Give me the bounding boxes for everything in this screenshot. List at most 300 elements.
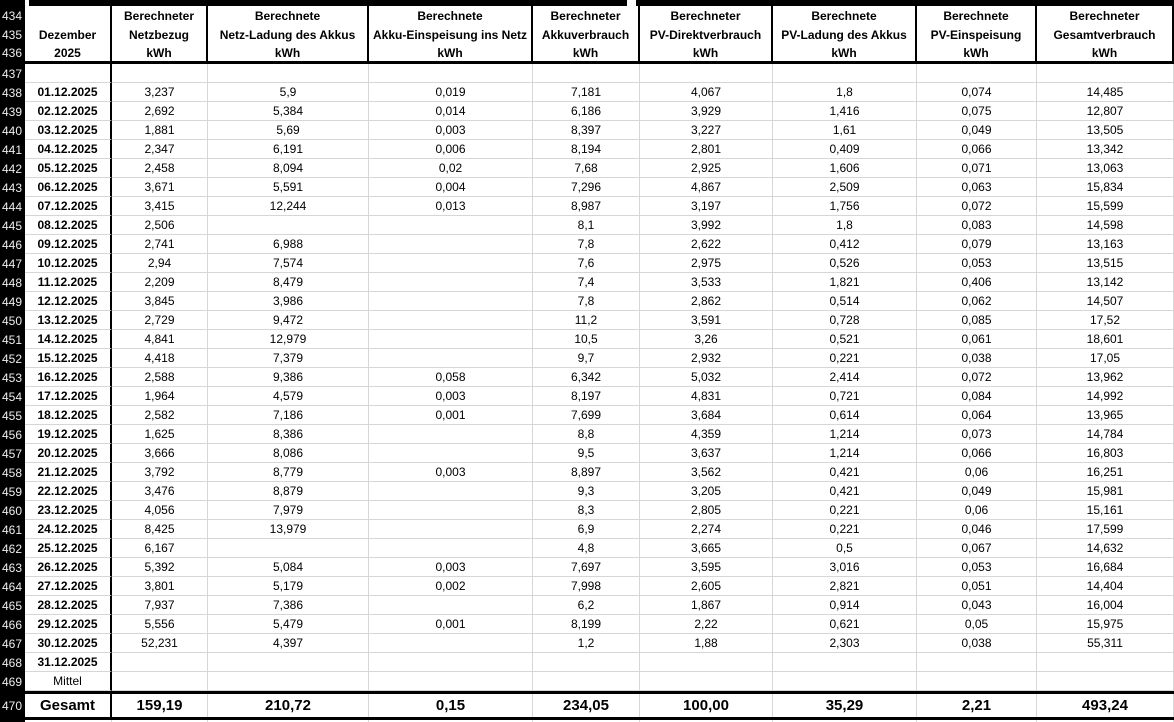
row-header-466[interactable]: 466	[0, 615, 25, 634]
cell-446-gesamtverbrauch[interactable]: 13,163	[1037, 235, 1174, 254]
cell-443-pv-ladung-akku[interactable]: 2,509	[773, 178, 917, 197]
cell-466-pv-direkt[interactable]: 2,22	[640, 615, 773, 634]
cell-450-pv-ladung-akku[interactable]: 0,728	[773, 311, 917, 330]
total-gesamtverbrauch[interactable]: 493,24	[1037, 694, 1174, 717]
cell-461-date[interactable]: 24.12.2025	[25, 520, 112, 539]
header-cell-akkuverbrauch-l1[interactable]: Berechneter	[533, 6, 640, 25]
cell-437-pv-direkt[interactable]	[640, 64, 773, 83]
cell-455-date[interactable]: 18.12.2025	[25, 406, 112, 425]
cell-468-pv-direkt[interactable]	[640, 653, 773, 672]
cell-448-pv-einspeisung[interactable]: 0,406	[917, 273, 1037, 292]
cell-445-pv-ladung-akku[interactable]: 1,8	[773, 216, 917, 235]
cell-452-pv-direkt[interactable]: 2,932	[640, 349, 773, 368]
cell-468-date[interactable]: 31.12.2025	[25, 653, 112, 672]
cell-466-pv-einspeisung[interactable]: 0,05	[917, 615, 1037, 634]
cell-467-netzladung-akku[interactable]: 4,397	[208, 634, 369, 653]
cell-465-akku-einspeisung[interactable]	[369, 596, 533, 615]
row-header-454[interactable]: 454	[0, 387, 25, 406]
cell-454-netzladung-akku[interactable]: 4,579	[208, 387, 369, 406]
header-cell-pv-einspeisung-l2[interactable]: PV-Einspeisung	[917, 25, 1037, 44]
cell-457-pv-direkt[interactable]: 3,637	[640, 444, 773, 463]
cell-441-akkuverbrauch[interactable]: 8,194	[533, 140, 640, 159]
cell-442-netzladung-akku[interactable]: 8,094	[208, 159, 369, 178]
cell-441-pv-ladung-akku[interactable]: 0,409	[773, 140, 917, 159]
cell-440-netzbezug[interactable]: 1,881	[112, 121, 208, 140]
cell-442-pv-ladung-akku[interactable]: 1,606	[773, 159, 917, 178]
cell-445-pv-einspeisung[interactable]: 0,083	[917, 216, 1037, 235]
cell-446-netzbezug[interactable]: 2,741	[112, 235, 208, 254]
cell-450-akku-einspeisung[interactable]	[369, 311, 533, 330]
cell-457-netzbezug[interactable]: 3,666	[112, 444, 208, 463]
cell-446-netzladung-akku[interactable]: 6,988	[208, 235, 369, 254]
cell-444-netzbezug[interactable]: 3,415	[112, 197, 208, 216]
cell-465-netzbezug[interactable]: 7,937	[112, 596, 208, 615]
cell-439-netzladung-akku[interactable]: 5,384	[208, 102, 369, 121]
cell-464-netzbezug[interactable]: 3,801	[112, 577, 208, 596]
cell-442-netzbezug[interactable]: 2,458	[112, 159, 208, 178]
cell-447-pv-einspeisung[interactable]: 0,053	[917, 254, 1037, 273]
cell-444-pv-einspeisung[interactable]: 0,072	[917, 197, 1037, 216]
cell-456-gesamtverbrauch[interactable]: 14,784	[1037, 425, 1174, 444]
cell-458-netzladung-akku[interactable]: 8,779	[208, 463, 369, 482]
row-header-444[interactable]: 444	[0, 197, 25, 216]
cell-469-netzbezug[interactable]	[112, 672, 208, 691]
cell-464-gesamtverbrauch[interactable]: 14,404	[1037, 577, 1174, 596]
total-label[interactable]: Gesamt	[25, 694, 112, 717]
row-header-450[interactable]: 450	[0, 311, 25, 330]
row-header-452[interactable]: 452	[0, 349, 25, 368]
header-cell-date-l1[interactable]	[25, 6, 112, 25]
row-header-469[interactable]: 469	[0, 672, 25, 691]
cell-459-akkuverbrauch[interactable]: 9,3	[533, 482, 640, 501]
cell-461-akku-einspeisung[interactable]	[369, 520, 533, 539]
cell-452-gesamtverbrauch[interactable]: 17,05	[1037, 349, 1174, 368]
row-header-470[interactable]: 470	[0, 694, 25, 717]
total-netzbezug[interactable]: 159,19	[112, 694, 208, 717]
cell-465-netzladung-akku[interactable]: 7,386	[208, 596, 369, 615]
cell-439-netzbezug[interactable]: 2,692	[112, 102, 208, 121]
cell-438-date[interactable]: 01.12.2025	[25, 83, 112, 102]
cell-457-pv-einspeisung[interactable]: 0,066	[917, 444, 1037, 463]
cell-453-pv-direkt[interactable]: 5,032	[640, 368, 773, 387]
cell-460-date[interactable]: 23.12.2025	[25, 501, 112, 520]
cell-467-pv-direkt[interactable]: 1,88	[640, 634, 773, 653]
cell-441-pv-einspeisung[interactable]: 0,066	[917, 140, 1037, 159]
cell-456-netzbezug[interactable]: 1,625	[112, 425, 208, 444]
cell-445-gesamtverbrauch[interactable]: 14,598	[1037, 216, 1174, 235]
cell-465-gesamtverbrauch[interactable]: 16,004	[1037, 596, 1174, 615]
total-akkuverbrauch[interactable]: 234,05	[533, 694, 640, 717]
cell-467-gesamtverbrauch[interactable]: 55,311	[1037, 634, 1174, 653]
cell-453-gesamtverbrauch[interactable]: 13,962	[1037, 368, 1174, 387]
cell-455-akkuverbrauch[interactable]: 7,699	[533, 406, 640, 425]
cell-457-date[interactable]: 20.12.2025	[25, 444, 112, 463]
cell-446-pv-einspeisung[interactable]: 0,079	[917, 235, 1037, 254]
cell-465-pv-direkt[interactable]: 1,867	[640, 596, 773, 615]
row-header-460[interactable]: 460	[0, 501, 25, 520]
cell-459-pv-einspeisung[interactable]: 0,049	[917, 482, 1037, 501]
cell-466-gesamtverbrauch[interactable]: 15,975	[1037, 615, 1174, 634]
row-header-436[interactable]: 436	[0, 44, 25, 61]
cell-459-netzladung-akku[interactable]: 8,879	[208, 482, 369, 501]
header-cell-pv-ladung-akku-l3[interactable]: kWh	[773, 44, 917, 61]
cell-454-date[interactable]: 17.12.2025	[25, 387, 112, 406]
header-cell-netzladung-akku-l2[interactable]: Netz-Ladung des Akkus	[208, 25, 369, 44]
row-header-468[interactable]: 468	[0, 653, 25, 672]
header-cell-gesamtverbrauch-l3[interactable]: kWh	[1037, 44, 1174, 61]
cell-469-pv-direkt[interactable]	[640, 672, 773, 691]
cell-456-pv-einspeisung[interactable]: 0,073	[917, 425, 1037, 444]
cell-458-pv-ladung-akku[interactable]: 0,421	[773, 463, 917, 482]
row-header-442[interactable]: 442	[0, 159, 25, 178]
row-header-457[interactable]: 457	[0, 444, 25, 463]
row-header-449[interactable]: 449	[0, 292, 25, 311]
header-cell-pv-direkt-l3[interactable]: kWh	[640, 44, 773, 61]
cell-462-netzladung-akku[interactable]	[208, 539, 369, 558]
cell-451-netzbezug[interactable]: 4,841	[112, 330, 208, 349]
cell-445-akkuverbrauch[interactable]: 8,1	[533, 216, 640, 235]
cell-445-netzladung-akku[interactable]	[208, 216, 369, 235]
row-header-461[interactable]: 461	[0, 520, 25, 539]
header-cell-date-l2[interactable]: Dezember	[25, 25, 112, 44]
cell-443-netzladung-akku[interactable]: 5,591	[208, 178, 369, 197]
cell-441-akku-einspeisung[interactable]: 0,006	[369, 140, 533, 159]
cell-444-pv-ladung-akku[interactable]: 1,756	[773, 197, 917, 216]
cell-438-pv-direkt[interactable]: 4,067	[640, 83, 773, 102]
cell-454-netzbezug[interactable]: 1,964	[112, 387, 208, 406]
cell-449-netzladung-akku[interactable]: 3,986	[208, 292, 369, 311]
cell-457-netzladung-akku[interactable]: 8,086	[208, 444, 369, 463]
cell-467-netzbezug[interactable]: 52,231	[112, 634, 208, 653]
cell-461-netzbezug[interactable]: 8,425	[112, 520, 208, 539]
cell-450-date[interactable]: 13.12.2025	[25, 311, 112, 330]
cell-443-gesamtverbrauch[interactable]: 15,834	[1037, 178, 1174, 197]
cell-465-akkuverbrauch[interactable]: 6,2	[533, 596, 640, 615]
cell-439-date[interactable]: 02.12.2025	[25, 102, 112, 121]
cell-459-date[interactable]: 22.12.2025	[25, 482, 112, 501]
cell-466-pv-ladung-akku[interactable]: 0,621	[773, 615, 917, 634]
cell-460-akku-einspeisung[interactable]	[369, 501, 533, 520]
cell-461-akkuverbrauch[interactable]: 6,9	[533, 520, 640, 539]
cell-437-akkuverbrauch[interactable]	[533, 64, 640, 83]
cell-462-akku-einspeisung[interactable]	[369, 539, 533, 558]
cell-457-gesamtverbrauch[interactable]: 16,803	[1037, 444, 1174, 463]
cell-453-pv-ladung-akku[interactable]: 2,414	[773, 368, 917, 387]
cell-446-akkuverbrauch[interactable]: 7,8	[533, 235, 640, 254]
cell-467-pv-ladung-akku[interactable]: 2,303	[773, 634, 917, 653]
cell-444-gesamtverbrauch[interactable]: 15,599	[1037, 197, 1174, 216]
cell-460-pv-direkt[interactable]: 2,805	[640, 501, 773, 520]
header-cell-pv-ladung-akku-l1[interactable]: Berechnete	[773, 6, 917, 25]
row-header-465[interactable]: 465	[0, 596, 25, 615]
row-header-459[interactable]: 459	[0, 482, 25, 501]
cell-463-pv-einspeisung[interactable]: 0,053	[917, 558, 1037, 577]
cell-437-pv-einspeisung[interactable]	[917, 64, 1037, 83]
cell-450-akkuverbrauch[interactable]: 11,2	[533, 311, 640, 330]
cell-467-akkuverbrauch[interactable]: 1,2	[533, 634, 640, 653]
cell-449-date[interactable]: 12.12.2025	[25, 292, 112, 311]
cell-454-pv-ladung-akku[interactable]: 0,721	[773, 387, 917, 406]
cell-465-date[interactable]: 28.12.2025	[25, 596, 112, 615]
cell-446-pv-ladung-akku[interactable]: 0,412	[773, 235, 917, 254]
row-header-443[interactable]: 443	[0, 178, 25, 197]
cell-446-date[interactable]: 09.12.2025	[25, 235, 112, 254]
row-header-447[interactable]: 447	[0, 254, 25, 273]
cell-445-pv-direkt[interactable]: 3,992	[640, 216, 773, 235]
row-header-455[interactable]: 455	[0, 406, 25, 425]
row-header-448[interactable]: 448	[0, 273, 25, 292]
row-header-439[interactable]: 439	[0, 102, 25, 121]
header-cell-pv-direkt-l2[interactable]: PV-Direktverbrauch	[640, 25, 773, 44]
cell-461-pv-direkt[interactable]: 2,274	[640, 520, 773, 539]
cell-451-pv-direkt[interactable]: 3,26	[640, 330, 773, 349]
cell-439-pv-einspeisung[interactable]: 0,075	[917, 102, 1037, 121]
header-cell-date-l3[interactable]: 2025	[25, 44, 112, 61]
cell-461-pv-einspeisung[interactable]: 0,046	[917, 520, 1037, 539]
cell-458-gesamtverbrauch[interactable]: 16,251	[1037, 463, 1174, 482]
cell-454-akkuverbrauch[interactable]: 8,197	[533, 387, 640, 406]
cell-441-netzbezug[interactable]: 2,347	[112, 140, 208, 159]
cell-447-akkuverbrauch[interactable]: 7,6	[533, 254, 640, 273]
cell-440-pv-direkt[interactable]: 3,227	[640, 121, 773, 140]
cell-462-gesamtverbrauch[interactable]: 14,632	[1037, 539, 1174, 558]
row-header-438[interactable]: 438	[0, 83, 25, 102]
header-cell-akkuverbrauch-l2[interactable]: Akkuverbrauch	[533, 25, 640, 44]
cell-454-pv-einspeisung[interactable]: 0,084	[917, 387, 1037, 406]
cell-458-akkuverbrauch[interactable]: 8,897	[533, 463, 640, 482]
header-cell-gesamtverbrauch-l1[interactable]: Berechneter	[1037, 6, 1174, 25]
cell-468-akkuverbrauch[interactable]	[533, 653, 640, 672]
cell-444-pv-direkt[interactable]: 3,197	[640, 197, 773, 216]
cell-451-pv-einspeisung[interactable]: 0,061	[917, 330, 1037, 349]
cell-443-date[interactable]: 06.12.2025	[25, 178, 112, 197]
cell-447-gesamtverbrauch[interactable]: 13,515	[1037, 254, 1174, 273]
cell-440-pv-ladung-akku[interactable]: 1,61	[773, 121, 917, 140]
cell-466-date[interactable]: 29.12.2025	[25, 615, 112, 634]
header-cell-akkuverbrauch-l3[interactable]: kWh	[533, 44, 640, 61]
cell-460-pv-ladung-akku[interactable]: 0,221	[773, 501, 917, 520]
cell-443-akku-einspeisung[interactable]: 0,004	[369, 178, 533, 197]
cell-458-pv-einspeisung[interactable]: 0,06	[917, 463, 1037, 482]
cell-460-pv-einspeisung[interactable]: 0,06	[917, 501, 1037, 520]
cell-467-pv-einspeisung[interactable]: 0,038	[917, 634, 1037, 653]
cell-452-date[interactable]: 15.12.2025	[25, 349, 112, 368]
cell-454-pv-direkt[interactable]: 4,831	[640, 387, 773, 406]
cell-453-pv-einspeisung[interactable]: 0,072	[917, 368, 1037, 387]
total-pv-einspeisung[interactable]: 2,21	[917, 694, 1037, 717]
cell-453-akku-einspeisung[interactable]: 0,058	[369, 368, 533, 387]
cell-448-netzladung-akku[interactable]: 8,479	[208, 273, 369, 292]
row-header-441[interactable]: 441	[0, 140, 25, 159]
cell-463-pv-ladung-akku[interactable]: 3,016	[773, 558, 917, 577]
cell-443-netzbezug[interactable]: 3,671	[112, 178, 208, 197]
cell-455-pv-direkt[interactable]: 3,684	[640, 406, 773, 425]
row-header-453[interactable]: 453	[0, 368, 25, 387]
total-pv-ladung-akku[interactable]: 35,29	[773, 694, 917, 717]
cell-460-netzladung-akku[interactable]: 7,979	[208, 501, 369, 520]
cell-448-akku-einspeisung[interactable]	[369, 273, 533, 292]
cell-465-pv-ladung-akku[interactable]: 0,914	[773, 596, 917, 615]
cell-469-pv-einspeisung[interactable]	[917, 672, 1037, 691]
cell-447-akku-einspeisung[interactable]	[369, 254, 533, 273]
cell-439-akkuverbrauch[interactable]: 6,186	[533, 102, 640, 121]
cell-456-pv-direkt[interactable]: 4,359	[640, 425, 773, 444]
cell-452-akkuverbrauch[interactable]: 9,7	[533, 349, 640, 368]
cell-466-akkuverbrauch[interactable]: 8,199	[533, 615, 640, 634]
cell-456-pv-ladung-akku[interactable]: 1,214	[773, 425, 917, 444]
cell-440-netzladung-akku[interactable]: 5,69	[208, 121, 369, 140]
row-header-434[interactable]: 434	[0, 6, 25, 25]
cell-462-akkuverbrauch[interactable]: 4,8	[533, 539, 640, 558]
cell-467-akku-einspeisung[interactable]	[369, 634, 533, 653]
cell-453-netzladung-akku[interactable]: 9,386	[208, 368, 369, 387]
header-cell-pv-einspeisung-l1[interactable]: Berechnete	[917, 6, 1037, 25]
cell-442-pv-einspeisung[interactable]: 0,071	[917, 159, 1037, 178]
cell-437-date[interactable]	[25, 64, 112, 83]
row-header-463[interactable]: 463	[0, 558, 25, 577]
header-cell-akku-einspeisung-l3[interactable]: kWh	[369, 44, 533, 61]
cell-450-gesamtverbrauch[interactable]: 17,52	[1037, 311, 1174, 330]
row-header-464[interactable]: 464	[0, 577, 25, 596]
cell-461-netzladung-akku[interactable]: 13,979	[208, 520, 369, 539]
cell-459-pv-direkt[interactable]: 3,205	[640, 482, 773, 501]
cell-457-pv-ladung-akku[interactable]: 1,214	[773, 444, 917, 463]
cell-438-akku-einspeisung[interactable]: 0,019	[369, 83, 533, 102]
cell-469-akku-einspeisung[interactable]	[369, 672, 533, 691]
cell-458-akku-einspeisung[interactable]: 0,003	[369, 463, 533, 482]
header-cell-pv-ladung-akku-l2[interactable]: PV-Ladung des Akkus	[773, 25, 917, 44]
cell-469-netzladung-akku[interactable]	[208, 672, 369, 691]
cell-441-gesamtverbrauch[interactable]: 13,342	[1037, 140, 1174, 159]
cell-455-netzbezug[interactable]: 2,582	[112, 406, 208, 425]
cell-455-pv-ladung-akku[interactable]: 0,614	[773, 406, 917, 425]
cell-443-akkuverbrauch[interactable]: 7,296	[533, 178, 640, 197]
cell-454-akku-einspeisung[interactable]: 0,003	[369, 387, 533, 406]
cell-463-akku-einspeisung[interactable]: 0,003	[369, 558, 533, 577]
cell-448-pv-ladung-akku[interactable]: 1,821	[773, 273, 917, 292]
cell-456-netzladung-akku[interactable]: 8,386	[208, 425, 369, 444]
cell-462-netzbezug[interactable]: 6,167	[112, 539, 208, 558]
cell-444-akkuverbrauch[interactable]: 8,987	[533, 197, 640, 216]
cell-464-netzladung-akku[interactable]: 5,179	[208, 577, 369, 596]
cell-468-pv-ladung-akku[interactable]	[773, 653, 917, 672]
cell-442-gesamtverbrauch[interactable]: 13,063	[1037, 159, 1174, 178]
row-header-435[interactable]: 435	[0, 25, 25, 44]
cell-437-akku-einspeisung[interactable]	[369, 64, 533, 83]
cell-451-gesamtverbrauch[interactable]: 18,601	[1037, 330, 1174, 349]
cell-441-date[interactable]: 04.12.2025	[25, 140, 112, 159]
cell-442-pv-direkt[interactable]: 2,925	[640, 159, 773, 178]
cell-440-akku-einspeisung[interactable]: 0,003	[369, 121, 533, 140]
cell-438-netzladung-akku[interactable]: 5,9	[208, 83, 369, 102]
cell-468-netzladung-akku[interactable]	[208, 653, 369, 672]
cell-441-netzladung-akku[interactable]: 6,191	[208, 140, 369, 159]
cell-451-pv-ladung-akku[interactable]: 0,521	[773, 330, 917, 349]
row-header-437[interactable]: 437	[0, 64, 25, 83]
cell-450-pv-einspeisung[interactable]: 0,085	[917, 311, 1037, 330]
cell-468-gesamtverbrauch[interactable]	[1037, 653, 1174, 672]
row-header-440[interactable]: 440	[0, 121, 25, 140]
header-cell-netzladung-akku-l1[interactable]: Berechnete	[208, 6, 369, 25]
cell-437-pv-ladung-akku[interactable]	[773, 64, 917, 83]
cell-457-akku-einspeisung[interactable]	[369, 444, 533, 463]
total-pv-direkt[interactable]: 100,00	[640, 694, 773, 717]
cell-458-netzbezug[interactable]: 3,792	[112, 463, 208, 482]
cell-439-pv-direkt[interactable]: 3,929	[640, 102, 773, 121]
cell-450-netzladung-akku[interactable]: 9,472	[208, 311, 369, 330]
cell-437-gesamtverbrauch[interactable]	[1037, 64, 1174, 83]
cell-462-pv-ladung-akku[interactable]: 0,5	[773, 539, 917, 558]
cell-453-akkuverbrauch[interactable]: 6,342	[533, 368, 640, 387]
cell-451-akkuverbrauch[interactable]: 10,5	[533, 330, 640, 349]
cell-466-akku-einspeisung[interactable]: 0,001	[369, 615, 533, 634]
cell-463-akkuverbrauch[interactable]: 7,697	[533, 558, 640, 577]
cell-438-pv-ladung-akku[interactable]: 1,8	[773, 83, 917, 102]
cell-450-netzbezug[interactable]: 2,729	[112, 311, 208, 330]
total-akku-einspeisung[interactable]: 0,15	[369, 694, 533, 717]
cell-451-netzladung-akku[interactable]: 12,979	[208, 330, 369, 349]
total-netzladung-akku[interactable]: 210,72	[208, 694, 369, 717]
cell-469-pv-ladung-akku[interactable]	[773, 672, 917, 691]
cell-455-gesamtverbrauch[interactable]: 13,965	[1037, 406, 1174, 425]
cell-448-pv-direkt[interactable]: 3,533	[640, 273, 773, 292]
cell-453-date[interactable]: 16.12.2025	[25, 368, 112, 387]
cell-449-pv-einspeisung[interactable]: 0,062	[917, 292, 1037, 311]
cell-463-netzladung-akku[interactable]: 5,084	[208, 558, 369, 577]
cell-444-netzladung-akku[interactable]: 12,244	[208, 197, 369, 216]
cell-457-akkuverbrauch[interactable]: 9,5	[533, 444, 640, 463]
cell-464-pv-einspeisung[interactable]: 0,051	[917, 577, 1037, 596]
cell-443-pv-direkt[interactable]: 4,867	[640, 178, 773, 197]
cell-463-gesamtverbrauch[interactable]: 16,684	[1037, 558, 1174, 577]
cell-438-gesamtverbrauch[interactable]: 14,485	[1037, 83, 1174, 102]
cell-448-date[interactable]: 11.12.2025	[25, 273, 112, 292]
cell-448-gesamtverbrauch[interactable]: 13,142	[1037, 273, 1174, 292]
cell-460-akkuverbrauch[interactable]: 8,3	[533, 501, 640, 520]
cell-449-pv-direkt[interactable]: 2,862	[640, 292, 773, 311]
cell-444-date[interactable]: 07.12.2025	[25, 197, 112, 216]
cell-447-netzladung-akku[interactable]: 7,574	[208, 254, 369, 273]
cell-449-gesamtverbrauch[interactable]: 14,507	[1037, 292, 1174, 311]
cell-450-pv-direkt[interactable]: 3,591	[640, 311, 773, 330]
cell-442-akku-einspeisung[interactable]: 0,02	[369, 159, 533, 178]
cell-447-pv-direkt[interactable]: 2,975	[640, 254, 773, 273]
cell-440-date[interactable]: 03.12.2025	[25, 121, 112, 140]
cell-438-pv-einspeisung[interactable]: 0,074	[917, 83, 1037, 102]
cell-440-akkuverbrauch[interactable]: 8,397	[533, 121, 640, 140]
cell-462-date[interactable]: 25.12.2025	[25, 539, 112, 558]
row-header-462[interactable]: 462	[0, 539, 25, 558]
cell-456-akkuverbrauch[interactable]: 8,8	[533, 425, 640, 444]
cell-462-pv-einspeisung[interactable]: 0,067	[917, 539, 1037, 558]
cell-438-netzbezug[interactable]: 3,237	[112, 83, 208, 102]
cell-456-akku-einspeisung[interactable]	[369, 425, 533, 444]
cell-441-pv-direkt[interactable]: 2,801	[640, 140, 773, 159]
cell-449-akku-einspeisung[interactable]	[369, 292, 533, 311]
cell-446-pv-direkt[interactable]: 2,622	[640, 235, 773, 254]
cell-459-akku-einspeisung[interactable]	[369, 482, 533, 501]
cell-462-pv-direkt[interactable]: 3,665	[640, 539, 773, 558]
cell-468-akku-einspeisung[interactable]	[369, 653, 533, 672]
header-cell-akku-einspeisung-l1[interactable]: Berechnete	[369, 6, 533, 25]
cell-452-pv-einspeisung[interactable]: 0,038	[917, 349, 1037, 368]
cell-456-date[interactable]: 19.12.2025	[25, 425, 112, 444]
cell-446-akku-einspeisung[interactable]	[369, 235, 533, 254]
cell-449-pv-ladung-akku[interactable]: 0,514	[773, 292, 917, 311]
cell-448-akkuverbrauch[interactable]: 7,4	[533, 273, 640, 292]
cell-455-akku-einspeisung[interactable]: 0,001	[369, 406, 533, 425]
cell-438-akkuverbrauch[interactable]: 7,181	[533, 83, 640, 102]
